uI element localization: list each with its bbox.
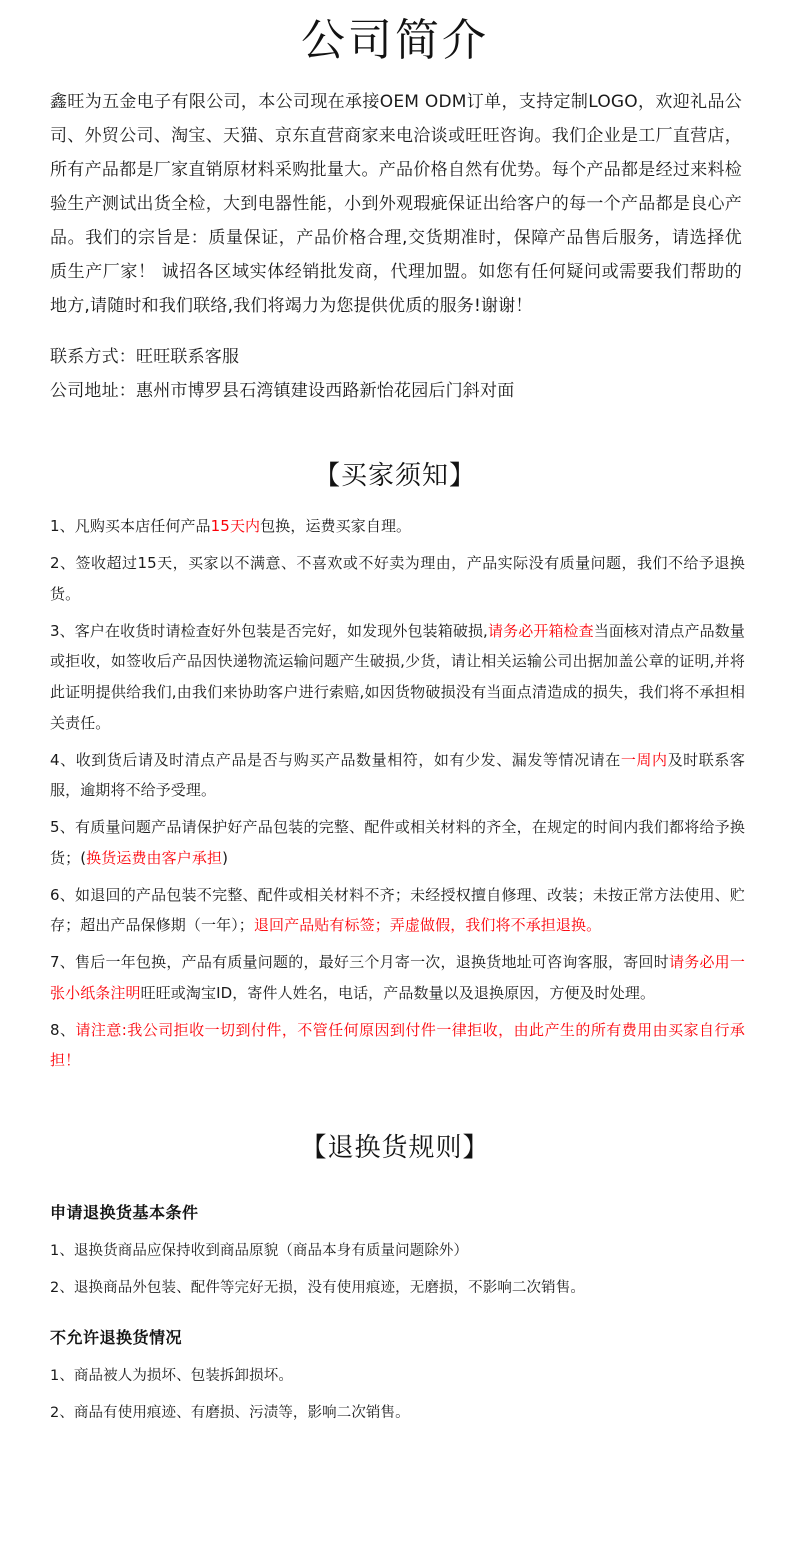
return-rules-title: 【退换货规则】 [300,1133,490,1164]
buyer-notice-item-number: 3、 [50,621,75,640]
contact-value: 旺旺联系客服 [136,346,240,367]
buyer-notice-item-text: 如退回的产品包装不完整、配件或相关材料不齐；未经授权擅自修理、改装；未按正常方法使用、贮存；超出产品保修期（一年）； [50,885,746,935]
return-rule-item: 2、退换商品外包装、配件等完好无损，没有使用痕迹，无磨损，不影响二次销售。 [50,1280,585,1297]
contact-line [50,340,742,374]
buyer-notice-item-number: 4、 [50,750,76,769]
buyer-notice-item [50,947,745,1009]
product-description-page [0,14,790,1564]
highlighted-text: 一周内 [620,750,668,769]
buyer-notice-item [50,1015,745,1077]
buyer-notice-item-text: 签收超过15天，买家以不满意、不喜欢或不好卖为理由，产品实际没有质量问题，我们不给予退换货。 [50,554,745,603]
buyer-notice-item-text: ) [222,848,229,867]
buyer-notice-item [50,511,745,542]
allowed-return-heading: 申请退换货基本条件 [50,1203,199,1223]
allowed-return-list [0,1237,790,1303]
buyer-notice-item [50,812,745,874]
buyer-notice-item-text: 客户在收货时请检查好外包装是否完好，如发现外包装箱破损, [74,621,488,640]
buyer-notice-item-text: 及时联系客服，逾期将不给予受理。 [50,750,745,800]
buyer-notice-item-number: 7、 [50,953,76,972]
page-title: 公司简介 [301,15,489,66]
highlighted-text: 请注意:我公司拒收一切到付件，不管任何原因到付件一律拒收，由此产生的所有费用由买家自行承担！ [50,1020,745,1070]
return-rule-item: 2、商品有使用痕迹、有磨损、污渍等，影响二次销售。 [50,1405,410,1422]
buyer-notice-item-text: 有质量问题产品请保护好产品包装的完整、配件或相关材料的齐全，在规定的时间内我们都将给予换货；( [50,818,746,867]
buyer-notice-item [50,548,745,610]
highlighted-text: 换货运费由客户承担 [86,848,223,867]
buyer-notice-item-number: 2、 [50,554,76,573]
address-value: 惠州市博罗县石湾镇建设西路新怡花园后门斜对面 [136,380,515,401]
buyer-notice-item-text: 旺旺或淘宝ID，寄件人姓名，电话，产品数量以及退换原因，方便及时处理。 [140,983,656,1002]
buyer-notice-item [50,616,745,739]
highlighted-text: 15天内 [210,517,261,536]
highlighted-text: 退回产品贴有标签；弄虚做假，我们将不承担退换。 [253,916,602,935]
buyer-notice-item-text: 包换，运费买家自理。 [260,517,412,536]
buyer-notice-list [0,511,790,1076]
not-allowed-return-list [0,1362,790,1428]
buyer-notice-item [50,745,745,807]
address-label: 公司地址： [50,380,136,401]
address-line [50,374,742,408]
buyer-notice-item [50,880,745,942]
buyer-notice-item-text: 售后一年包换，产品有质量问题的，最好三个月寄一次，退换货地址可咨询客服，寄回时 [75,953,669,972]
buyer-notice-item-text: 收到货后请及时清点产品是否与购买产品数量相符，如有少发、漏发等情况请在 [75,750,621,769]
page-bottom-spacer [0,1436,790,1476]
buyer-notice-title: 【买家须知】 [313,460,476,491]
highlighted-text: 请务必用一张小纸条注明 [50,953,746,1002]
buyer-notice-item-number: 6、 [50,885,76,904]
not-allowed-return-heading: 不允许退换货情况 [50,1328,183,1348]
buyer-notice-item-number: 5、 [50,818,76,837]
buyer-notice-item-text: 凡购买本店任何产品 [74,517,211,536]
company-intro-paragraph: 鑫旺为五金电子有限公司，本公司现在承接OEM ODM订单，支持定制LOGO，欢迎礼品公司、外贸公司、淘宝、天猫、京东直营商家来电洽谈或旺旺咨询。我们企业是工厂直营店，所有产品都是厂家直销原材料采购批量大。产品价格自然有优势。每个产品都是经过来料检验生产测试出货全检，大到电器性能，小到外观瑕疵保证出给客户的每一个产品都是良心产品。我们的宗旨是：质量保证，产品价格合理,交货期准时，保障产品售后服务，请选择优质生产厂家！ 诚招各区域实体经销批发商，代理加盟。如您有任何疑问或需要我们帮助的地方,请随时和我们联络,我们将竭力为您提供优质的服务!谢谢！ [50,91,742,316]
return-rule-item: 1、退换货商品应保持收到商品原貌（商品本身有质量问题除外） [50,1243,469,1260]
contact-block [0,340,790,408]
buyer-notice-item-number: 1、 [50,517,75,536]
contact-label: 联系方式： [50,346,136,367]
return-rule-item: 1、商品被人为损坏、包装拆卸损坏。 [50,1368,293,1385]
buyer-notice-item-text: 当面核对清点产品数量或拒收，如签收后产品因快递物流运输问题产生破损,少货，请让相关运输公司出据加盖公章的证明,并将此证明提供给我们,由我们来协助客户进行索赔,如因货物破损没有当面点清造成的损失，我们将不承担相关责任。 [50,621,746,732]
highlighted-text: 请务必开箱检查 [487,621,594,640]
buyer-notice-item-number: 8、 [50,1020,76,1039]
